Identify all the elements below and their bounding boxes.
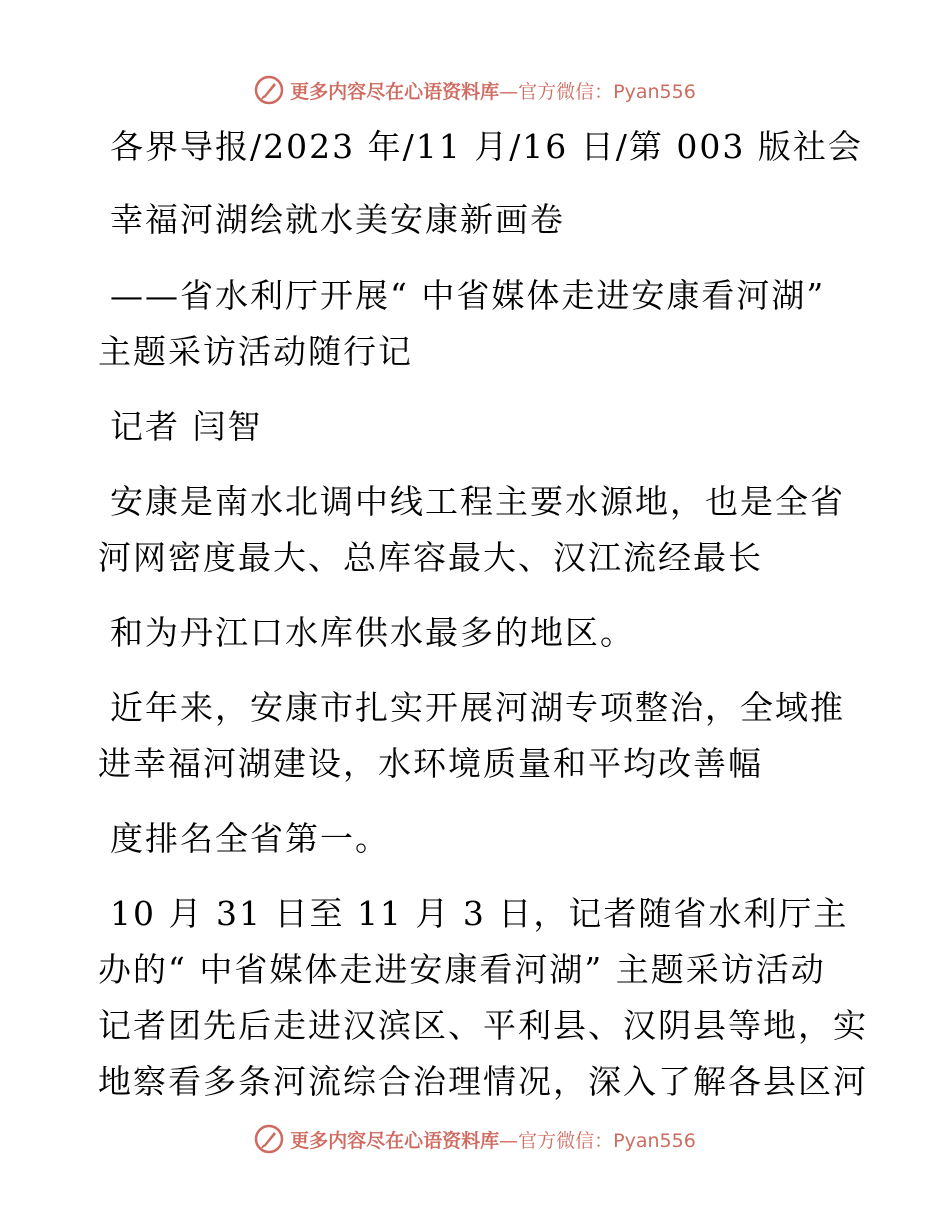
paragraph-2-line-1: 近年来，安康市扎实开展河湖专项整治，全域推: [110, 688, 845, 727]
subheadline-line-2: 主题采访活动随行记: [98, 332, 413, 371]
watermark-wechat: —官方微信：Pyan556: [499, 80, 696, 103]
subheadline-line-1: ——省水利厅开展“ 中省媒体走进安康看河湖”: [110, 276, 826, 315]
feather-pen-seal-icon: [254, 75, 284, 105]
watermark-footer: [0, 1119, 950, 1159]
paragraph-3-line-2: 办的“ 中省媒体走进安康看河湖” 主题采访活动: [98, 950, 826, 989]
dateline: 各界导报/2023 年/11 月/16 日/第 003 版社会: [110, 127, 863, 166]
paragraph-3-line-1: 10 月 31 日至 11 月 3 日，记者随省水利厅主: [110, 894, 849, 933]
watermark-text: 更多内容尽在心语资料库: [290, 1129, 500, 1152]
paragraph-1-line-2: 河网密度最大、总库容最大、汉江流经最长: [98, 538, 763, 577]
watermark-header: [0, 70, 950, 110]
paragraph-2-line-2: 进幸福河湖建设，水环境质量和平均改善幅: [98, 744, 763, 783]
watermark-wechat: —官方微信：Pyan556: [499, 1129, 696, 1152]
headline: 幸福河湖绘就水美安康新画卷: [110, 200, 565, 239]
paragraph-3-line-4: 地察看多条河流综合治理情况，深入了解各县区河: [98, 1062, 868, 1101]
byline: 记者 闫智: [110, 407, 263, 446]
paragraph-1-line-3: 和为丹江口水库供水最多的地区。: [110, 613, 635, 652]
feather-pen-seal-icon: [254, 1124, 284, 1154]
paragraph-2-line-3: 度排名全省第一。: [110, 819, 390, 858]
paragraph-1-line-1: 安康是南水北调中线工程主要水源地，也是全省: [110, 482, 845, 521]
paragraph-3-line-3: 记者团先后走进汉滨区、平利县、汉阴县等地，实: [98, 1006, 868, 1045]
watermark-text: 更多内容尽在心语资料库: [290, 80, 500, 103]
